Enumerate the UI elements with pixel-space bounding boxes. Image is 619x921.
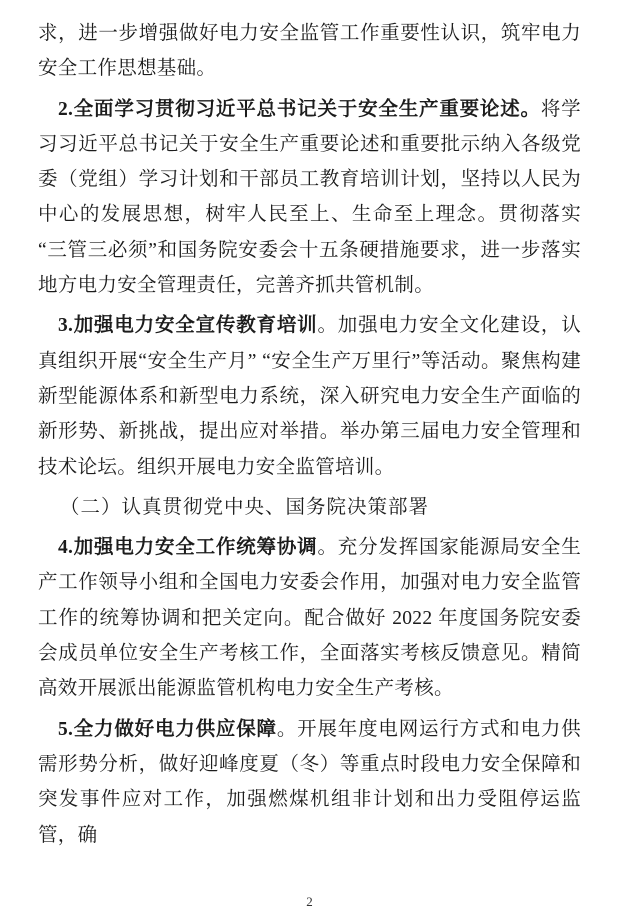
section-heading: （二）认真贯彻党中央、国务院决策部署 <box>60 496 430 518</box>
paragraph-lead: 3.加强电力安全宣传教育培训 <box>58 315 318 337</box>
paragraph-text: 求，进一步增强做好电力安全监管工作重要性认识，筑牢电力安全工作思想基础。 <box>38 23 581 80</box>
page-number: 2 <box>306 894 313 909</box>
body-paragraph-continuation <box>38 16 581 87</box>
paragraph-lead: 4.加强电力安全工作统筹协调 <box>58 537 318 559</box>
paragraph-text: 将学习习近平总书记关于安全生产重要论述和重要批示纳入各级党委（党组）学习计划和干部员工教育培训计划，坚持以人民为中心的发展思想，树牢人民至上、生命至上理念。贯彻落实“三管三必须”和国务院安委会十五条硬措施要求，进一步落实地方电力安全管理责任，完善齐抓共管机制。 <box>38 98 581 297</box>
page-content <box>38 16 581 858</box>
body-paragraph-2 <box>38 92 581 304</box>
paragraph-text: 。开展年度电网运行方式和电力供需形势分析，做好迎峰度夏（冬）等重点时段电力安全保障和突发事件应对工作，加强燃煤机组非计划和出力受阻停运监管，确 <box>38 718 581 846</box>
paragraph-text: 。充分发挥国家能源局安全生产工作领导小组和全国电力安委会作用，加强对电力安全监管工作的统筹协调和把关定向。配合做好 2022 年度国务院安委会成员单位安全生产考核工作，全面落实考核反馈意见。精简高效开展派出能源监管机构电力安全生产考核。 <box>38 537 581 700</box>
paragraph-lead: 5.全力做好电力供应保障 <box>58 718 277 740</box>
paragraph-lead: 2.全面学习贯彻习近平总书记关于安全生产重要论述。 <box>58 98 541 120</box>
body-paragraph-5 <box>38 712 581 853</box>
body-paragraph-4 <box>38 530 581 706</box>
paragraph-text: 。加强电力安全文化建设，认真组织开展“安全生产月” “安全生产万里行”等活动。聚焦构建新型能源体系和新型电力系统，深入研究电力安全生产面临的新形势、新挑战，提出应对举措。举办第三届电力安全管理和技术论坛。组织开展电力安全监管培训。 <box>38 315 581 478</box>
body-paragraph-3 <box>38 308 581 484</box>
